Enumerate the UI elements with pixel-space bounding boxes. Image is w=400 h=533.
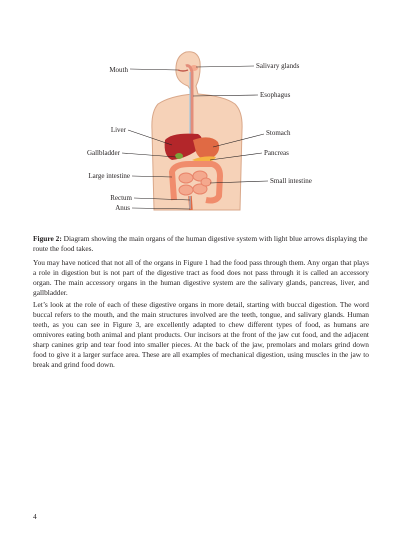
digestive-system-illustration bbox=[0, 0, 400, 228]
label-large-intestine: Large intestine bbox=[88, 172, 130, 180]
label-esophagus: Esophagus bbox=[260, 91, 291, 99]
label-salivary-glands: Salivary glands bbox=[256, 62, 300, 70]
gallbladder-shape bbox=[175, 153, 183, 159]
body-text bbox=[33, 258, 369, 372]
label-mouth: Mouth bbox=[109, 66, 128, 74]
label-anus: Anus bbox=[115, 204, 130, 212]
paragraph: Let’s look at the role of each of these digestive organs in more detail, starting with buccal digestion. The word buccal refers to the mouth, and the main structures involved are the teeth, tongue, and salivary glands. Human teeth, as you can see in Figure 3, are excellently adapted to chew different types of food, as humans are omnivores eating both animal and plant products. Our incisors at the front of the jaw cut food, and the adjacent sharp canines grip and tear food into smaller pieces. At the back of the jaw, premolars and molars grind down food to give it a larger surface area. These are all examples of mechanical digestion, using muscles in the jaw to break and grind food down. bbox=[33, 300, 369, 369]
label-liver: Liver bbox=[110, 126, 126, 134]
page-number: 4 bbox=[33, 512, 37, 521]
label-small-intestine: Small intestine bbox=[270, 177, 312, 185]
label-stomach: Stomach bbox=[266, 129, 291, 137]
paragraph: You may have noticed that not all of the organs in Figure 1 had the food pass through them. Any organ that plays a role in digestion but is not part of the digestive tract as food does not pass through it is called an accessory organ. The main accessory organs in the human digestive system are the salivary glands, pancreas, liver, and gallbladder. bbox=[33, 258, 369, 297]
caption-prefix: Figure 2: bbox=[33, 234, 62, 243]
digestive-system-figure bbox=[0, 0, 400, 228]
figure-caption bbox=[33, 234, 369, 254]
label-gallbladder: Gallbladder bbox=[86, 149, 120, 157]
label-rectum: Rectum bbox=[110, 194, 132, 202]
caption-text: Diagram showing the main organs of the human digestive system with light blue arrows displaying the route the food takes. bbox=[33, 234, 368, 253]
label-pancreas: Pancreas bbox=[264, 149, 289, 157]
